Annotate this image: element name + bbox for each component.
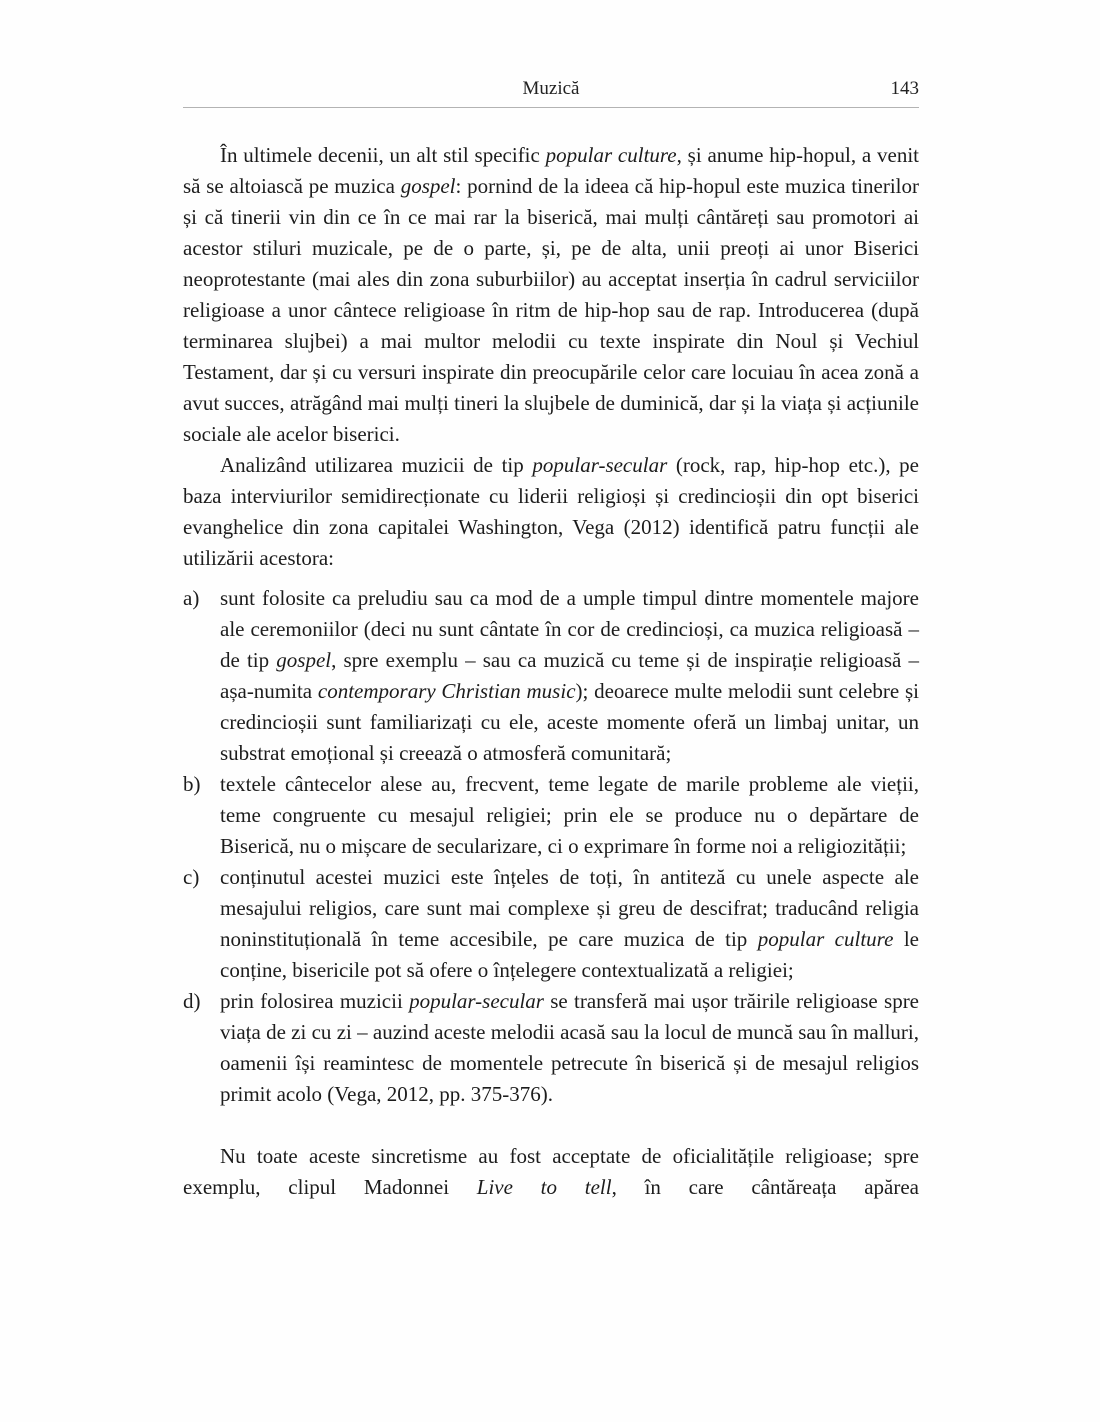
text-run: În ultimele decenii, un alt stil specific	[220, 143, 546, 167]
list-item	[183, 862, 919, 986]
text-run: (rock, rap, hip-hop etc.), pe baza interviurilor semidirecționate cu liderii religioși și credincioșii din opt biserici evanghelice din zona capitalei Washington, Vega (2012) identifică patru funcții ale utilizării acestora:	[183, 453, 919, 570]
italic-run: gospel	[400, 174, 456, 198]
paragraph	[183, 1141, 919, 1203]
italic-run: popular-secular	[532, 453, 668, 477]
text-run: Analizând utilizarea muzicii de tip	[220, 453, 533, 477]
list-item	[183, 769, 919, 862]
text-run: le conține, bisericile pot să ofere o înțelegere contextualizată a religiei;	[220, 927, 919, 982]
text-run: , spre exemplu – sau ca muzică cu teme și de inspirație religioasă – așa-numita	[220, 648, 919, 703]
italic-run: gospel	[276, 648, 332, 672]
italic-run: Live to tell	[476, 1175, 612, 1199]
paragraph	[183, 450, 919, 574]
page-body	[183, 108, 919, 1203]
italic-run: popular culture	[757, 927, 894, 951]
text-run: , și anume hip-hopul, a venit să se altoiască pe muzica	[183, 143, 919, 198]
text-run: se transferă mai ușor trăirile religioase spre viața de zi cu zi – auzind aceste melodii acasă sau la locul de muncă sau în malluri, oamenii își reamintesc de momentele petrecute în biserică și de mesajul religios primit acolo (Vega, 2012, pp. 375-376).	[220, 989, 920, 1106]
text-run: : pornind de la ideea că hip-hopul este muzica tinerilor și că tinerii vin din ce în ce mai rar la biserică, mai mulți cântăreți sau promotori ai acestor stiluri muzicale, pe de o parte, și, pe de alta, unii preoți ai unor Biserici neoprotestante (mai ales din zona suburbiilor) au acceptat inserția în cadrul serviciilor religioase a unor cântece religioase în ritm de hip-hop sau de rap. Introducerea (după terminarea slujbei) a mai multor melodii cu texte inspirate din Noul și Vechiul Testament, dar și cu versuri inspirate din preocupările celor care locuiau în acea zonă a avut succes, atrăgând mai mulți tineri la slujbele de duminică, dar și la viața și acțiunile sociale ale acelor biserici.	[183, 174, 919, 446]
list-marker: a)	[183, 586, 200, 610]
text-run: textele cântecelor alese au, frecvent, teme legate de marile probleme ale vieții, teme congruente cu mesajul religiei; prin ele se produce nu o depărtare de Biserică, nu o mișcare de secularizare, ci o exprimare în forme noi a religiozității;	[220, 772, 919, 858]
text-run: prin folosirea muzicii	[220, 989, 410, 1013]
page-header	[183, 78, 919, 104]
paragraph	[183, 140, 919, 450]
text-run: sunt folosite ca preludiu sau ca mod de a umple timpul dintre momentele majore ale ceremoniilor (deci nu sunt cântate în cor de credincioși, ca muzica religioasă – de tip	[220, 586, 919, 672]
list-marker: c)	[183, 865, 200, 889]
list-marker: d)	[183, 989, 201, 1013]
page-number: 143	[890, 78, 919, 99]
list-marker: b)	[183, 772, 201, 796]
italic-run: popular-secular	[409, 989, 544, 1013]
text-run: Nu toate aceste sincretisme au fost acceptate de oficialitățile religioase; spre exemplu, clipul Madonnei	[183, 1144, 919, 1199]
italic-run: contemporary Christian music	[317, 679, 576, 703]
text-run: , în care cântăreața apărea	[611, 1175, 919, 1199]
text-run: conținutul acestei muzici este înțeles de toți, în antiteză cu unele aspecte ale mesajului religios, care sunt mai complexe și greu de descifrat; traducând religia noninstituțională în teme accesibile, pe care muzica de tip	[220, 865, 919, 951]
italic-run: popular culture	[545, 143, 677, 167]
book-page	[183, 0, 919, 1203]
list-item	[183, 583, 919, 769]
list-item	[183, 986, 919, 1110]
text-run: ); deoarece multe melodii sunt celebre și credincioșii sunt familiarizați cu ele, aceste momente oferă un limbaj unitar, un substrat emoțional și creează o atmosferă comunitară;	[220, 679, 919, 765]
running-head-title: Muzică	[522, 78, 580, 99]
